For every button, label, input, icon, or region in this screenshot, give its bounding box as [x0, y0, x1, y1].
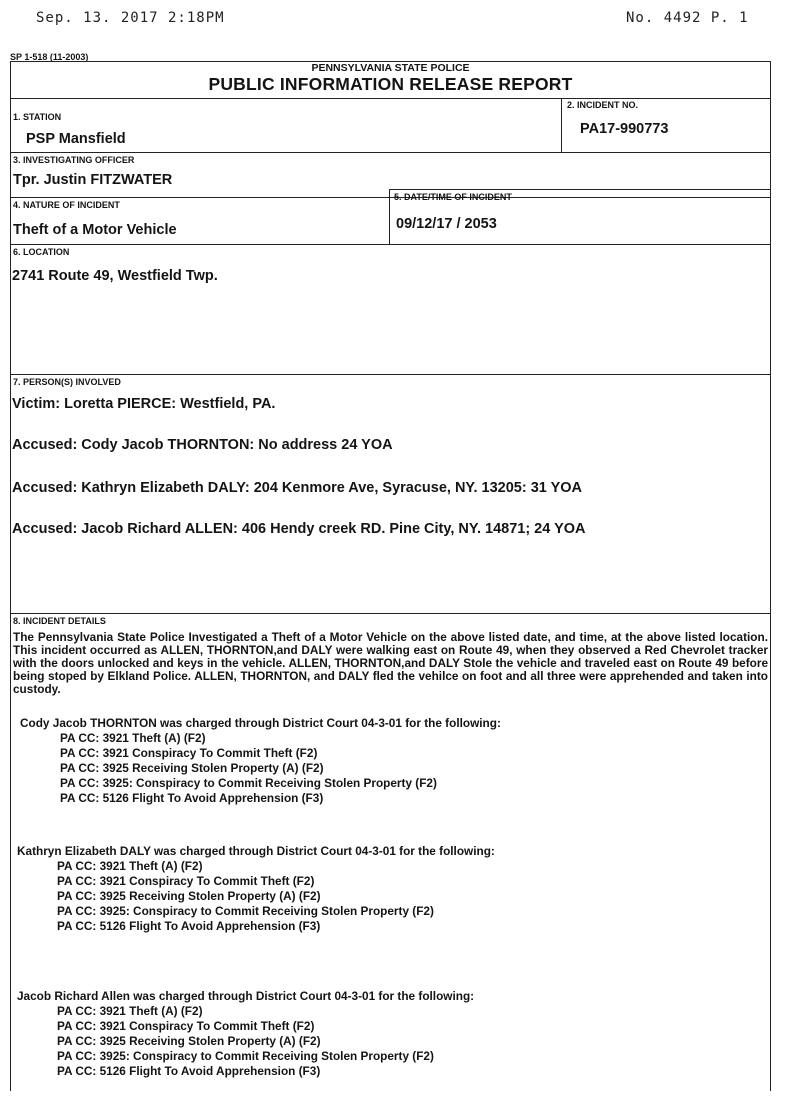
charge-item: PA CC: 5126 Flight To Avoid Apprehension (F3)	[60, 791, 324, 805]
incident-no-value: PA17-990773	[580, 121, 669, 137]
charge-item: PA CC: 3921 Conspiracy To Commit Theft (F2)	[60, 746, 318, 760]
person-entry: Accused: Kathryn Elizabeth DALY: 204 Kenmore Ave, Syracuse, NY. 13205: 31 YOA	[12, 480, 583, 496]
report-form	[10, 61, 771, 1091]
charge-item: PA CC: 3925: Conspiracy to Commit Receiving Stolen Property (F2)	[57, 1049, 434, 1063]
nature-value: Theft of a Motor Vehicle	[13, 222, 177, 238]
location-value: 2741 Route 49, Westfield Twp.	[12, 268, 218, 284]
narrative-text: The Pennsylvania State Police Investigated a Theft of a Motor Vehicle on the above listed date, and time, at the above listed location. This incident occurred as ALLEN, THORNTON,and DALY were walking east on Route 49, when they observed a Red Chevrolet tracker with the doors unlocked and keys in the vehicle. ALLEN, THORNTON,and DALY Stole the vehicle and traveled east on Route 49 before being stoped by Elkland Police. ALLEN, THORNTON, and DALY fled the vehilce on foot and all three were apprehended and taken into custody.	[13, 630, 768, 696]
incident-no-label: 2. INCIDENT NO.	[567, 100, 639, 110]
datetime-label: 5. DATE/TIME OF INCIDENT	[394, 192, 512, 202]
divider	[10, 197, 771, 198]
divider	[10, 374, 771, 375]
charge-item: PA CC: 5126 Flight To Avoid Apprehension (F3)	[57, 919, 321, 933]
charge-heading: Kathryn Elizabeth DALY was charged through District Court 04-3-01 for the following:	[17, 844, 495, 858]
divider	[10, 152, 771, 153]
charge-item: PA CC: 3921 Theft (A) (F2)	[57, 859, 203, 873]
divider	[10, 244, 771, 245]
charge-heading: Cody Jacob THORNTON was charged through District Court 04-3-01 for the following:	[20, 716, 501, 730]
agency-name: PENNSYLVANIA STATE POLICE	[311, 62, 470, 74]
charge-item: PA CC: 5126 Flight To Avoid Apprehension (F3)	[57, 1064, 321, 1078]
charge-item: PA CC: 3925 Receiving Stolen Property (A) (F2)	[57, 889, 321, 903]
station-value: PSP Mansfield	[26, 131, 126, 147]
datetime-value: 09/12/17 / 2053	[396, 216, 497, 232]
charge-item: PA CC: 3925: Conspiracy to Commit Receiving Stolen Property (F2)	[57, 904, 434, 918]
form-number: SP 1-518 (11-2003)	[10, 52, 89, 62]
person-entry: Victim: Loretta PIERCE: Westfield, PA.	[12, 396, 276, 412]
divider	[561, 98, 562, 152]
charge-item: PA CC: 3921 Conspiracy To Commit Theft (F2)	[57, 874, 315, 888]
nature-label: 4. NATURE OF INCIDENT	[13, 200, 120, 210]
charge-item: PA CC: 3925 Receiving Stolen Property (A) (F2)	[57, 1034, 321, 1048]
charge-item: PA CC: 3921 Conspiracy To Commit Theft (F2)	[57, 1019, 315, 1033]
divider	[10, 98, 771, 99]
charge-block	[20, 716, 501, 806]
charge-item: PA CC: 3925 Receiving Stolen Property (A) (F2)	[60, 761, 324, 775]
details-label: 8. INCIDENT DETAILS	[13, 616, 106, 626]
charge-item: PA CC: 3921 Theft (A) (F2)	[60, 731, 206, 745]
person-entry: Accused: Cody Jacob THORNTON: No address 24 YOA	[12, 437, 393, 453]
station-label: 1. STATION	[13, 112, 62, 122]
charge-heading: Jacob Richard Allen was charged through District Court 04-3-01 for the following:	[17, 989, 475, 1003]
charge-block	[17, 989, 474, 1079]
location-label: 6. LOCATION	[13, 247, 70, 257]
fax-timestamp: Sep. 13. 2017 2:18PM	[36, 10, 225, 26]
fax-page-number: No. 4492 P. 1	[626, 10, 749, 26]
divider	[10, 613, 771, 614]
charge-item: PA CC: 3925: Conspiracy to Commit Receiving Stolen Property (F2)	[60, 776, 437, 790]
incident-narrative	[13, 631, 768, 696]
divider	[389, 189, 771, 190]
charge-item: PA CC: 3921 Theft (A) (F2)	[57, 1004, 203, 1018]
officer-value: Tpr. Justin FITZWATER	[13, 172, 173, 188]
report-title: PUBLIC INFORMATION RELEASE REPORT	[208, 74, 573, 94]
officer-label: 3. INVESTIGATING OFFICER	[13, 155, 135, 165]
charge-block	[17, 844, 495, 934]
divider	[389, 189, 390, 244]
persons-label: 7. PERSON(S) INVOLVED	[13, 377, 121, 387]
person-entry: Accused: Jacob Richard ALLEN: 406 Hendy creek RD. Pine City, NY. 14871; 24 YOA	[12, 521, 586, 537]
